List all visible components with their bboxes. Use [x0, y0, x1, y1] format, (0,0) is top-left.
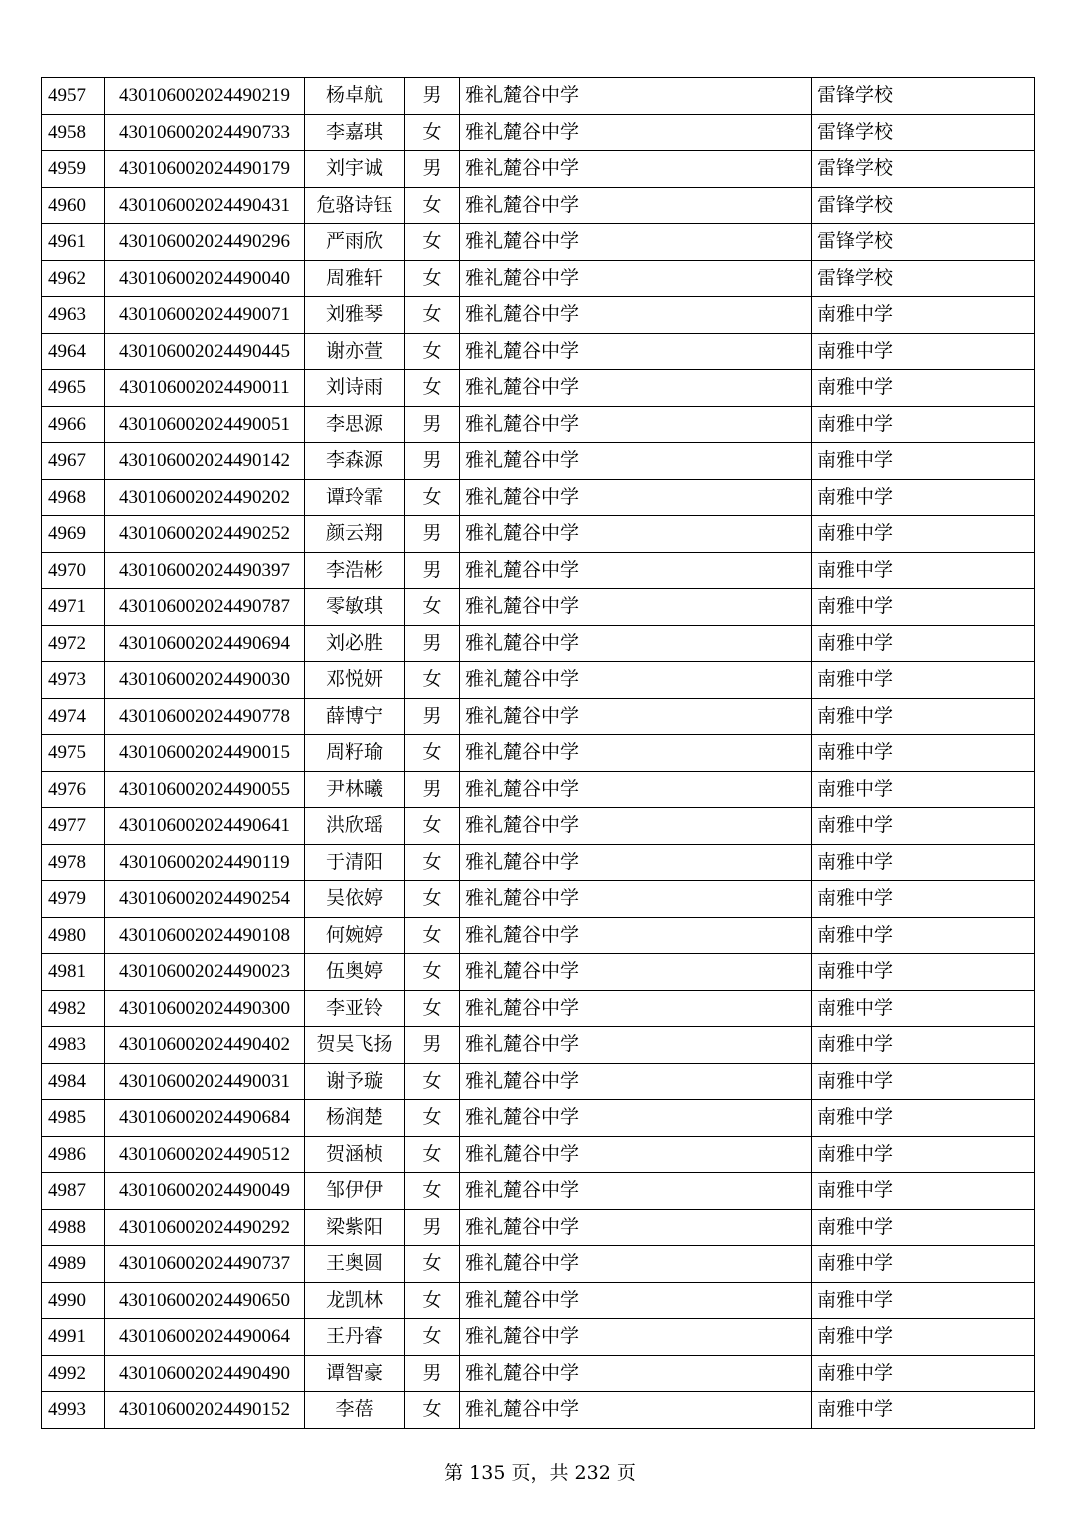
admitted-school-cell: 南雅中学 [812, 479, 1035, 516]
admitted-school-cell: 南雅中学 [812, 1246, 1035, 1283]
student-name-cell: 李蓓 [305, 1392, 405, 1429]
table-row [42, 479, 1035, 516]
school-cell: 雅礼麓谷中学 [460, 406, 812, 443]
row-number-cell: 4974 [42, 698, 105, 735]
table-row [42, 917, 1035, 954]
row-number-cell: 4959 [42, 151, 105, 188]
school-cell: 雅礼麓谷中学 [460, 662, 812, 699]
exam-id-cell: 430106002024490071 [105, 297, 305, 334]
exam-id-cell: 430106002024490179 [105, 151, 305, 188]
exam-id-cell: 430106002024490011 [105, 370, 305, 407]
gender-cell: 男 [405, 1027, 460, 1064]
gender-cell: 女 [405, 260, 460, 297]
exam-id-cell: 430106002024490296 [105, 224, 305, 261]
admitted-school-cell: 雷锋学校 [812, 260, 1035, 297]
admitted-school-cell: 南雅中学 [812, 625, 1035, 662]
table-row [42, 1319, 1035, 1356]
exam-id-cell: 430106002024490219 [105, 78, 305, 115]
school-cell: 雅礼麓谷中学 [460, 333, 812, 370]
school-cell: 雅礼麓谷中学 [460, 990, 812, 1027]
student-name-cell: 尹林曦 [305, 771, 405, 808]
school-cell: 雅礼麓谷中学 [460, 260, 812, 297]
gender-cell: 男 [405, 516, 460, 553]
table-row [42, 370, 1035, 407]
school-cell: 雅礼麓谷中学 [460, 78, 812, 115]
student-table [41, 77, 1035, 1429]
school-cell: 雅礼麓谷中学 [460, 625, 812, 662]
gender-cell: 女 [405, 990, 460, 1027]
table-row [42, 224, 1035, 261]
exam-id-cell: 430106002024490119 [105, 844, 305, 881]
row-number-cell: 4966 [42, 406, 105, 443]
table-row [42, 187, 1035, 224]
student-name-cell: 贺吴飞扬 [305, 1027, 405, 1064]
table-row [42, 406, 1035, 443]
student-name-cell: 洪欣瑶 [305, 808, 405, 845]
exam-id-cell: 430106002024490049 [105, 1173, 305, 1210]
gender-cell: 女 [405, 917, 460, 954]
table-row [42, 552, 1035, 589]
row-number-cell: 4984 [42, 1063, 105, 1100]
student-name-cell: 周籽瑜 [305, 735, 405, 772]
gender-cell: 男 [405, 552, 460, 589]
exam-id-cell: 430106002024490733 [105, 114, 305, 151]
row-number-cell: 4972 [42, 625, 105, 662]
student-name-cell: 谢予璇 [305, 1063, 405, 1100]
student-name-cell: 刘雅琴 [305, 297, 405, 334]
exam-id-cell: 430106002024490402 [105, 1027, 305, 1064]
table-row [42, 589, 1035, 626]
admitted-school-cell: 雷锋学校 [812, 224, 1035, 261]
admitted-school-cell: 南雅中学 [812, 1027, 1035, 1064]
table-row [42, 1100, 1035, 1137]
student-name-cell: 杨卓航 [305, 78, 405, 115]
row-number-cell: 4989 [42, 1246, 105, 1283]
row-number-cell: 4988 [42, 1209, 105, 1246]
row-number-cell: 4968 [42, 479, 105, 516]
student-name-cell: 周雅轩 [305, 260, 405, 297]
school-cell: 雅礼麓谷中学 [460, 443, 812, 480]
row-number-cell: 4971 [42, 589, 105, 626]
gender-cell: 女 [405, 187, 460, 224]
admitted-school-cell: 南雅中学 [812, 1319, 1035, 1356]
gender-cell: 女 [405, 662, 460, 699]
admitted-school-cell: 南雅中学 [812, 333, 1035, 370]
school-cell: 雅礼麓谷中学 [460, 771, 812, 808]
table-row [42, 844, 1035, 881]
row-number-cell: 4978 [42, 844, 105, 881]
admitted-school-cell: 雷锋学校 [812, 78, 1035, 115]
table-row [42, 1355, 1035, 1392]
student-name-cell: 刘必胜 [305, 625, 405, 662]
row-number-cell: 4970 [42, 552, 105, 589]
row-number-cell: 4967 [42, 443, 105, 480]
student-name-cell: 薛博宁 [305, 698, 405, 735]
table-row [42, 625, 1035, 662]
student-name-cell: 危骆诗钰 [305, 187, 405, 224]
student-name-cell: 伍奥婷 [305, 954, 405, 991]
admitted-school-cell: 雷锋学校 [812, 114, 1035, 151]
admitted-school-cell: 南雅中学 [812, 1209, 1035, 1246]
admitted-school-cell: 南雅中学 [812, 990, 1035, 1027]
row-number-cell: 4992 [42, 1355, 105, 1392]
school-cell: 雅礼麓谷中学 [460, 954, 812, 991]
exam-id-cell: 430106002024490064 [105, 1319, 305, 1356]
admitted-school-cell: 南雅中学 [812, 1392, 1035, 1429]
exam-id-cell: 430106002024490490 [105, 1355, 305, 1392]
student-name-cell: 邓悦妍 [305, 662, 405, 699]
school-cell: 雅礼麓谷中学 [460, 1319, 812, 1356]
row-number-cell: 4965 [42, 370, 105, 407]
school-cell: 雅礼麓谷中学 [460, 1355, 812, 1392]
exam-id-cell: 430106002024490445 [105, 333, 305, 370]
admitted-school-cell: 南雅中学 [812, 698, 1035, 735]
student-name-cell: 李亚铃 [305, 990, 405, 1027]
admitted-school-cell: 南雅中学 [812, 735, 1035, 772]
school-cell: 雅礼麓谷中学 [460, 1246, 812, 1283]
gender-cell: 男 [405, 1355, 460, 1392]
gender-cell: 女 [405, 1063, 460, 1100]
exam-id-cell: 430106002024490031 [105, 1063, 305, 1100]
table-row [42, 662, 1035, 699]
gender-cell: 女 [405, 114, 460, 151]
admitted-school-cell: 南雅中学 [812, 370, 1035, 407]
row-number-cell: 4977 [42, 808, 105, 845]
student-name-cell: 何婉婷 [305, 917, 405, 954]
row-number-cell: 4981 [42, 954, 105, 991]
exam-id-cell: 430106002024490778 [105, 698, 305, 735]
gender-cell: 女 [405, 954, 460, 991]
student-name-cell: 王丹睿 [305, 1319, 405, 1356]
gender-cell: 女 [405, 370, 460, 407]
admitted-school-cell: 南雅中学 [812, 1355, 1035, 1392]
student-name-cell: 颜云翔 [305, 516, 405, 553]
table-row [42, 1063, 1035, 1100]
student-name-cell: 梁紫阳 [305, 1209, 405, 1246]
exam-id-cell: 430106002024490254 [105, 881, 305, 918]
school-cell: 雅礼麓谷中学 [460, 808, 812, 845]
admitted-school-cell: 南雅中学 [812, 552, 1035, 589]
gender-cell: 女 [405, 297, 460, 334]
admitted-school-cell: 雷锋学校 [812, 187, 1035, 224]
table-row [42, 1136, 1035, 1173]
admitted-school-cell: 南雅中学 [812, 406, 1035, 443]
gender-cell: 男 [405, 625, 460, 662]
gender-cell: 女 [405, 1392, 460, 1429]
exam-id-cell: 430106002024490202 [105, 479, 305, 516]
student-name-cell: 严雨欣 [305, 224, 405, 261]
exam-id-cell: 430106002024490737 [105, 1246, 305, 1283]
student-name-cell: 李浩彬 [305, 552, 405, 589]
school-cell: 雅礼麓谷中学 [460, 552, 812, 589]
row-number-cell: 4958 [42, 114, 105, 151]
gender-cell: 女 [405, 224, 460, 261]
gender-cell: 女 [405, 735, 460, 772]
row-number-cell: 4975 [42, 735, 105, 772]
school-cell: 雅礼麓谷中学 [460, 297, 812, 334]
student-name-cell: 李嘉琪 [305, 114, 405, 151]
table-row [42, 114, 1035, 151]
school-cell: 雅礼麓谷中学 [460, 1027, 812, 1064]
row-number-cell: 4957 [42, 78, 105, 115]
table-row [42, 1173, 1035, 1210]
exam-id-cell: 430106002024490292 [105, 1209, 305, 1246]
exam-id-cell: 430106002024490300 [105, 990, 305, 1027]
exam-id-cell: 430106002024490108 [105, 917, 305, 954]
gender-cell: 女 [405, 881, 460, 918]
row-number-cell: 4960 [42, 187, 105, 224]
admitted-school-cell: 南雅中学 [812, 516, 1035, 553]
row-number-cell: 4976 [42, 771, 105, 808]
school-cell: 雅礼麓谷中学 [460, 1282, 812, 1319]
row-number-cell: 4982 [42, 990, 105, 1027]
gender-cell: 女 [405, 1282, 460, 1319]
gender-cell: 男 [405, 698, 460, 735]
school-cell: 雅礼麓谷中学 [460, 1063, 812, 1100]
exam-id-cell: 430106002024490397 [105, 552, 305, 589]
row-number-cell: 4983 [42, 1027, 105, 1064]
school-cell: 雅礼麓谷中学 [460, 881, 812, 918]
school-cell: 雅礼麓谷中学 [460, 735, 812, 772]
admitted-school-cell: 雷锋学校 [812, 151, 1035, 188]
student-name-cell: 贺涵桢 [305, 1136, 405, 1173]
school-cell: 雅礼麓谷中学 [460, 151, 812, 188]
table-row [42, 1392, 1035, 1429]
table-row [42, 1209, 1035, 1246]
admitted-school-cell: 南雅中学 [812, 954, 1035, 991]
page-number-footer: 第 135 页，共 232 页 [444, 1462, 636, 1484]
school-cell: 雅礼麓谷中学 [460, 1100, 812, 1137]
student-name-cell: 杨润楚 [305, 1100, 405, 1137]
table-row [42, 516, 1035, 553]
admitted-school-cell: 南雅中学 [812, 443, 1035, 480]
table-row [42, 443, 1035, 480]
school-cell: 雅礼麓谷中学 [460, 224, 812, 261]
gender-cell: 男 [405, 443, 460, 480]
school-cell: 雅礼麓谷中学 [460, 516, 812, 553]
student-name-cell: 刘诗雨 [305, 370, 405, 407]
admitted-school-cell: 南雅中学 [812, 1282, 1035, 1319]
table-row [42, 151, 1035, 188]
admitted-school-cell: 南雅中学 [812, 808, 1035, 845]
exam-id-cell: 430106002024490152 [105, 1392, 305, 1429]
student-table-body [42, 78, 1035, 1429]
admitted-school-cell: 南雅中学 [812, 1136, 1035, 1173]
row-number-cell: 4973 [42, 662, 105, 699]
admitted-school-cell: 南雅中学 [812, 881, 1035, 918]
exam-id-cell: 430106002024490512 [105, 1136, 305, 1173]
exam-id-cell: 430106002024490641 [105, 808, 305, 845]
student-name-cell: 刘宇诚 [305, 151, 405, 188]
student-name-cell: 吴依婷 [305, 881, 405, 918]
school-cell: 雅礼麓谷中学 [460, 370, 812, 407]
table-row [42, 1027, 1035, 1064]
gender-cell: 男 [405, 78, 460, 115]
student-name-cell: 谭玲霏 [305, 479, 405, 516]
row-number-cell: 4969 [42, 516, 105, 553]
gender-cell: 男 [405, 151, 460, 188]
row-number-cell: 4963 [42, 297, 105, 334]
school-cell: 雅礼麓谷中学 [460, 589, 812, 626]
school-cell: 雅礼麓谷中学 [460, 1136, 812, 1173]
row-number-cell: 4985 [42, 1100, 105, 1137]
row-number-cell: 4961 [42, 224, 105, 261]
student-name-cell: 谢亦萱 [305, 333, 405, 370]
row-number-cell: 4980 [42, 917, 105, 954]
school-cell: 雅礼麓谷中学 [460, 844, 812, 881]
gender-cell: 女 [405, 1173, 460, 1210]
exam-id-cell: 430106002024490055 [105, 771, 305, 808]
school-cell: 雅礼麓谷中学 [460, 917, 812, 954]
table-row [42, 698, 1035, 735]
table-row [42, 1282, 1035, 1319]
student-name-cell: 邹伊伊 [305, 1173, 405, 1210]
gender-cell: 女 [405, 333, 460, 370]
exam-id-cell: 430106002024490252 [105, 516, 305, 553]
gender-cell: 男 [405, 1209, 460, 1246]
table-row [42, 954, 1035, 991]
admitted-school-cell: 南雅中学 [812, 917, 1035, 954]
table-row [42, 78, 1035, 115]
school-cell: 雅礼麓谷中学 [460, 698, 812, 735]
row-number-cell: 4991 [42, 1319, 105, 1356]
school-cell: 雅礼麓谷中学 [460, 1209, 812, 1246]
exam-id-cell: 430106002024490787 [105, 589, 305, 626]
table-row [42, 1246, 1035, 1283]
admitted-school-cell: 南雅中学 [812, 771, 1035, 808]
school-cell: 雅礼麓谷中学 [460, 114, 812, 151]
gender-cell: 女 [405, 808, 460, 845]
gender-cell: 男 [405, 406, 460, 443]
row-number-cell: 4987 [42, 1173, 105, 1210]
exam-id-cell: 430106002024490694 [105, 625, 305, 662]
exam-id-cell: 430106002024490015 [105, 735, 305, 772]
school-cell: 雅礼麓谷中学 [460, 479, 812, 516]
gender-cell: 女 [405, 1136, 460, 1173]
student-name-cell: 龙凯林 [305, 1282, 405, 1319]
admitted-school-cell: 南雅中学 [812, 1100, 1035, 1137]
exam-id-cell: 430106002024490040 [105, 260, 305, 297]
row-number-cell: 4962 [42, 260, 105, 297]
admitted-school-cell: 南雅中学 [812, 844, 1035, 881]
admitted-school-cell: 南雅中学 [812, 1173, 1035, 1210]
admitted-school-cell: 南雅中学 [812, 297, 1035, 334]
exam-id-cell: 430106002024490142 [105, 443, 305, 480]
table-row [42, 735, 1035, 772]
gender-cell: 女 [405, 1100, 460, 1137]
gender-cell: 男 [405, 771, 460, 808]
admitted-school-cell: 南雅中学 [812, 589, 1035, 626]
exam-id-cell: 430106002024490051 [105, 406, 305, 443]
admitted-school-cell: 南雅中学 [812, 1063, 1035, 1100]
student-name-cell: 于清阳 [305, 844, 405, 881]
exam-id-cell: 430106002024490023 [105, 954, 305, 991]
gender-cell: 女 [405, 1319, 460, 1356]
exam-id-cell: 430106002024490684 [105, 1100, 305, 1137]
gender-cell: 女 [405, 589, 460, 626]
table-row [42, 881, 1035, 918]
row-number-cell: 4990 [42, 1282, 105, 1319]
student-name-cell: 李森源 [305, 443, 405, 480]
exam-id-cell: 430106002024490431 [105, 187, 305, 224]
row-number-cell: 4986 [42, 1136, 105, 1173]
table-row [42, 990, 1035, 1027]
student-name-cell: 零敏琪 [305, 589, 405, 626]
gender-cell: 女 [405, 479, 460, 516]
school-cell: 雅礼麓谷中学 [460, 1173, 812, 1210]
row-number-cell: 4993 [42, 1392, 105, 1429]
table-row [42, 260, 1035, 297]
school-cell: 雅礼麓谷中学 [460, 1392, 812, 1429]
gender-cell: 女 [405, 1246, 460, 1283]
school-cell: 雅礼麓谷中学 [460, 187, 812, 224]
student-name-cell: 王奥圆 [305, 1246, 405, 1283]
table-row [42, 297, 1035, 334]
gender-cell: 女 [405, 844, 460, 881]
table-row [42, 333, 1035, 370]
student-name-cell: 谭智豪 [305, 1355, 405, 1392]
exam-id-cell: 430106002024490030 [105, 662, 305, 699]
row-number-cell: 4964 [42, 333, 105, 370]
exam-id-cell: 430106002024490650 [105, 1282, 305, 1319]
admitted-school-cell: 南雅中学 [812, 662, 1035, 699]
table-row [42, 771, 1035, 808]
table-row [42, 808, 1035, 845]
student-name-cell: 李思源 [305, 406, 405, 443]
row-number-cell: 4979 [42, 881, 105, 918]
